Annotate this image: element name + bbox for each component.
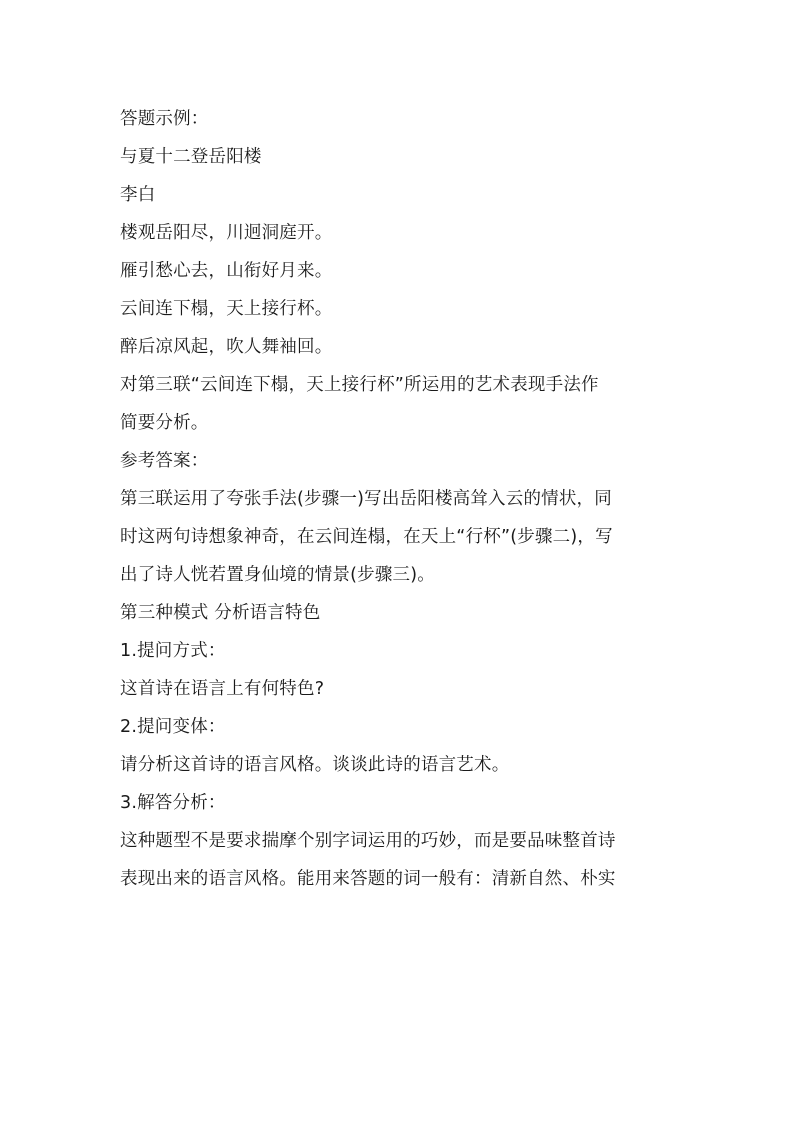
question-text: 对第三联“云间连下榻，天上接行杯”所运用的艺术表现手法作 <box>120 375 599 395</box>
subheading-ask-method: 1.提问方式： <box>120 641 226 661</box>
mode-heading: 第三种模式 分析语言特色 <box>120 603 321 623</box>
poem-author: 李白 <box>120 185 156 205</box>
document-page <box>120 100 680 898</box>
subheading-answer-analysis: 3.解答分析： <box>120 793 226 813</box>
answer-text-cont-1: 时这两句诗想象神奇，在云间连榻，在天上“行杯”(步骤二)，写 <box>120 527 613 547</box>
poem-title: 与夏十二登岳阳楼 <box>120 147 262 167</box>
section-label-example: 答题示例： <box>120 109 209 129</box>
subheading-ask-variant: 2.提问变体： <box>120 717 226 737</box>
poem-line-3: 云间连下榻，天上接行杯。 <box>120 299 333 319</box>
answer-text-cont-2: 出了诗人恍若置身仙境的情景(步骤三)。 <box>120 565 435 585</box>
question-text-cont: 简要分析。 <box>120 413 209 433</box>
ask-method-text: 这首诗在语言上有何特色? <box>120 679 325 699</box>
analysis-text-cont: 表现出来的语言风格。能用来答题的词一般有：清新自然、朴实 <box>120 869 616 889</box>
answer-text: 第三联运用了夸张手法(步骤一)写出岳阳楼高耸入云的情状，同 <box>120 489 612 509</box>
analysis-text: 这种题型不是要求揣摩个别字词运用的巧妙，而是要品味整首诗 <box>120 831 616 851</box>
poem-line-1: 楼观岳阳尽，川迥洞庭开。 <box>120 223 333 243</box>
section-label-answer: 参考答案： <box>120 451 209 471</box>
poem-line-2: 雁引愁心去，山衔好月来。 <box>120 261 333 281</box>
ask-variant-text: 请分析这首诗的语言风格。谈谈此诗的语言艺术。 <box>120 755 510 775</box>
poem-line-4: 醉后凉风起，吹人舞袖回。 <box>120 337 333 357</box>
